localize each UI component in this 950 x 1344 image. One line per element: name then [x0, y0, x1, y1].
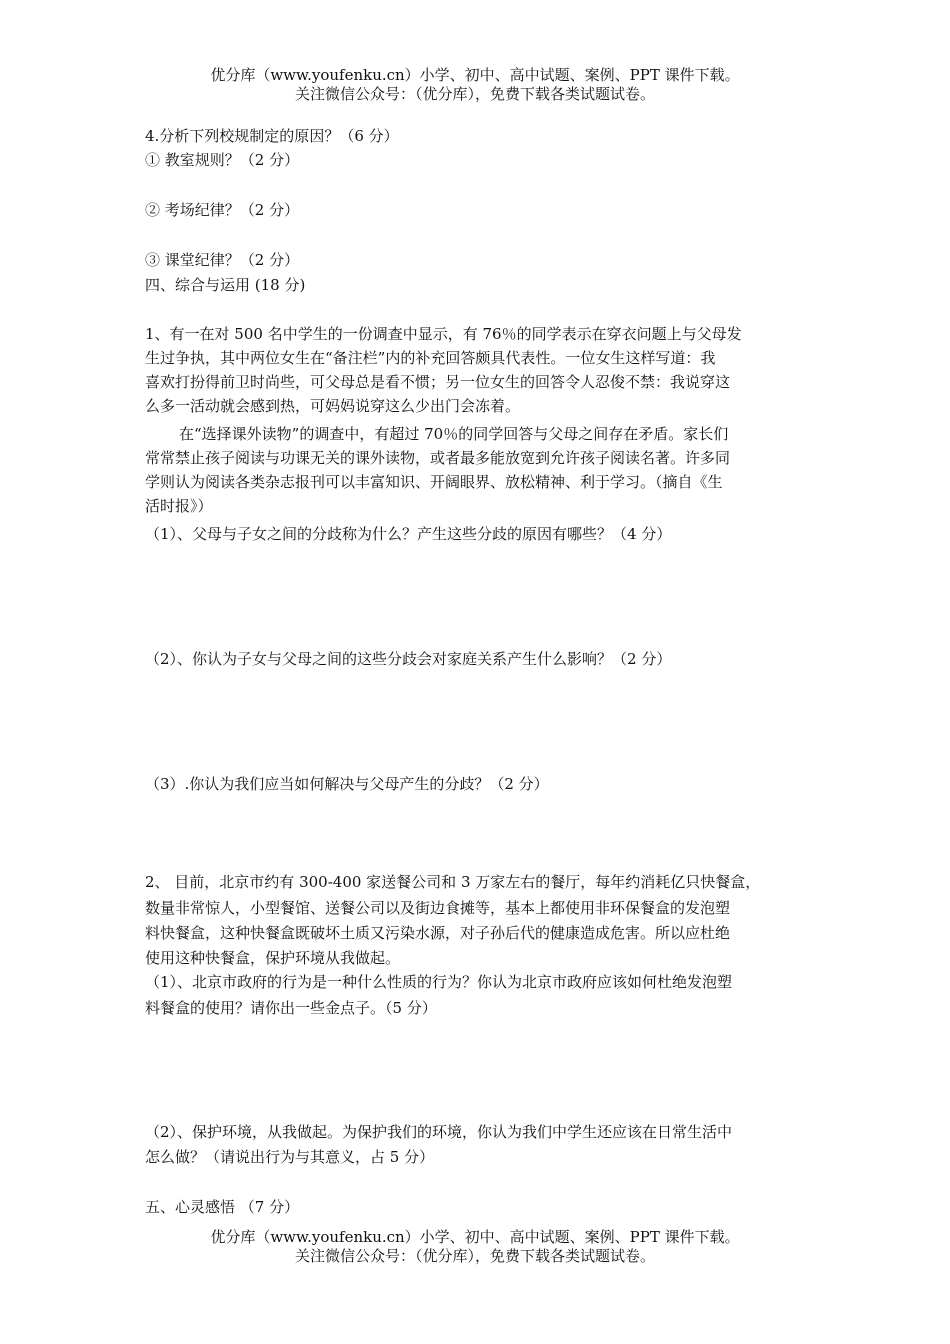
s4-q1-line-1: 1、有一在对 500 名中学生的一份调查中显示，有 76％的同学表示在穿衣问题上与父母发 [145, 325, 742, 343]
s4-q2-sub-1-line-2: 料餐盒的使用？请你出一些金点子。（5 分） [145, 999, 437, 1017]
s4-q1-line-4: 么多一活动就会感到热，可妈妈说穿这么少出门会冻着。 [145, 397, 521, 415]
s4-q1-line-5: 在“选择课外读物”的调查中，有超过 70％的同学回答与父母之间存在矛盾。家长们 [179, 425, 729, 443]
page-footer [0, 1228, 950, 1266]
q4-item-3: ③ 课堂纪律？（2 分） [145, 251, 300, 269]
header-line-2: 关注微信公众号：（优分库），免费下载各类试题试卷。 [294, 85, 655, 103]
q4-item-1: ① 教室规则？（2 分） [145, 151, 300, 169]
s4-q2-sub-1-line-1: （1）、北京市政府的行为是一种什么性质的行为？你认为北京市政府应该如何杜绝发泡塑 [145, 973, 733, 991]
q4-title: 4.分析下列校规制定的原因？（6 分） [145, 127, 399, 145]
s4-q2-sub-2-line-1: （2）、保护环境，从我做起。为保护我们的环境，你认为我们中学生还应该在日常生活中 [145, 1123, 733, 1141]
page-header [0, 66, 950, 104]
s4-q1-sub-2: （2）、你认为子女与父母之间的这些分歧会对家庭关系产生什么影响？（2 分） [145, 650, 672, 668]
s4-q2-sub-2-line-2: 怎么做？（请说出行为与其意义，占 5 分） [145, 1148, 435, 1166]
s4-q1-line-3: 喜欢打扮得前卫时尚些，可父母总是看不惯；另一位女生的回答令人忍俊不禁：我说穿这 [145, 373, 731, 391]
s4-q1-line-6: 常常禁止孩子阅读与功课无关的课外读物，或者最多能放宽到允许孩子阅读名著。许多同 [145, 449, 731, 467]
s4-q1-line-2: 生过争执，其中两位女生在“备注栏”内的补充回答颇具代表性。一位女生这样写道：我 [145, 349, 716, 367]
section-5-title: 五、心灵感悟 （7 分） [145, 1198, 300, 1216]
s4-q1-sub-1: （1）、父母与子女之间的分歧称为什么？产生这些分歧的原因有哪些？（4 分） [145, 525, 672, 543]
footer-line-2: 关注微信公众号：（优分库），免费下载各类试题试卷。 [294, 1247, 655, 1265]
s4-q1-sub-3: （3）.你认为我们应当如何解决与父母产生的分歧？（2 分） [145, 775, 549, 793]
header-line-1: 优分库（www.youfenku.cn）小学、初中、高中试题、案例、PPT 课件下载。 [210, 66, 740, 84]
s4-q2-line-3: 料快餐盒，这种快餐盒既破坏土质又污染水源，对子孙后代的健康造成危害。所以应杜绝 [145, 924, 731, 942]
footer-line-1: 优分库（www.youfenku.cn）小学、初中、高中试题、案例、PPT 课件下载。 [210, 1228, 740, 1246]
q4-item-2: ② 考场纪律？（2 分） [145, 201, 300, 219]
s4-q1-line-7: 学则认为阅读各类杂志报刊可以丰富知识、开阔眼界、放松精神、利于学习。（摘自《生 [145, 473, 723, 491]
s4-q2-line-4: 使用这种快餐盒，保护环境从我做起。 [145, 949, 401, 967]
s4-q2-line-1: 2、 目前，北京市约有 300-400 家送餐公司和 3 万家左右的餐厅，每年约消耗亿只快餐盒， [145, 873, 761, 891]
s4-q1-line-8: 活时报》） [145, 497, 213, 515]
section-4-title: 四、综合与运用 (18 分) [145, 276, 306, 294]
s4-q2-line-2: 数量非常惊人，小型餐馆、送餐公司以及街边食摊等，基本上都使用非环保餐盒的发泡塑 [145, 899, 731, 917]
